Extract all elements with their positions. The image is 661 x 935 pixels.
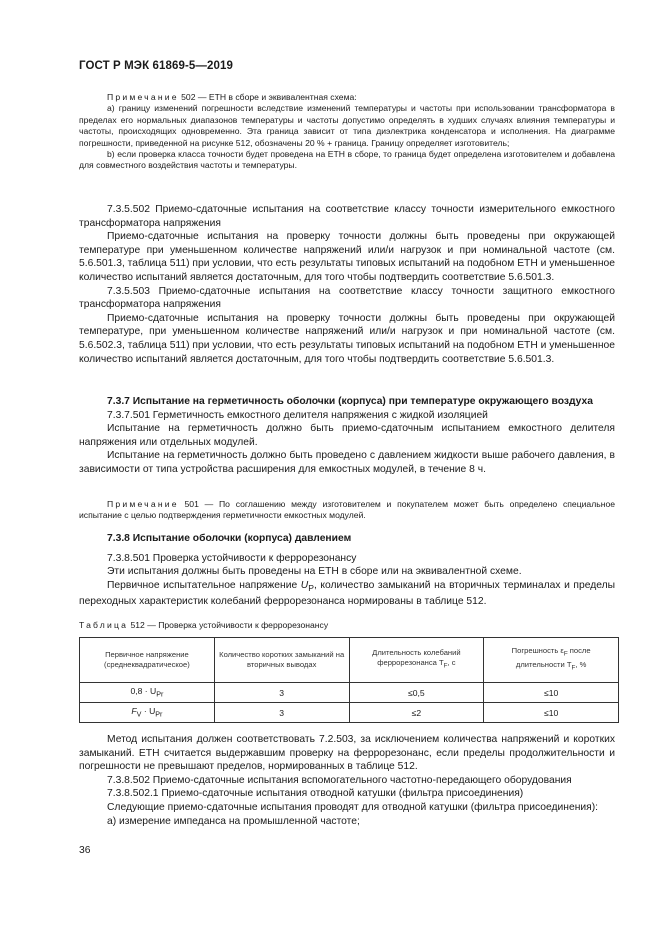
table-row <box>80 703 619 723</box>
note-label: Примечание <box>107 92 179 102</box>
ferroresonance-table <box>79 637 619 723</box>
table-header-cell: Количество коротких замыканий на вторичных выводах <box>214 638 349 683</box>
clause-7-3-8-502-1-title: 7.3.8.502.1 Приемо-сдаточные испытания отводной катушки (фильтра присоединения) <box>107 788 524 800</box>
table-row <box>80 683 619 703</box>
table-cell: ≤10 <box>484 683 619 703</box>
clause-7-3-8-501-p2: Первичное испытательное напряжение $U_P$, количество замыканий на вторичных терминалах и пределы переходных характеристик колебаний феррорезонанса нормированы в таблице 512. <box>79 579 616 608</box>
clause-7-3-8-501-title: 7.3.8.501 Проверка устойчивости к феррорезонансу <box>107 552 357 564</box>
list-item-a: a) измерение импеданса на промышленной частоте; <box>107 815 360 827</box>
page-number: 36 <box>79 845 91 856</box>
clause-7-3-5-503-title: 7.3.5.503 Приемо-сдаточные испытания на соответствие классу точности защитного емкостного трансформатора напряжения <box>79 285 615 311</box>
table-cell: ≤10 <box>484 703 619 723</box>
table-cell: ≤0,5 <box>349 683 484 703</box>
table-cell: 3 <box>214 703 349 723</box>
note-501 <box>79 499 615 522</box>
table-caption-label: Таблица <box>79 620 129 630</box>
table-caption <box>79 620 328 630</box>
section-7-3-8-heading: 7.3.8 Испытание оболочки (корпуса) давлением <box>107 533 352 544</box>
table-header-cell: Первичное напряжение (среднеквадратическое) <box>80 638 215 683</box>
section-7-3-7 <box>79 395 615 477</box>
clause-7-3-5-502-title: 7.3.5.502 Приемо-сдаточные испытания на соответствие классу точности измерительного емкостного трансформатора напряжения <box>79 204 615 229</box>
clause-7-3-8-501-p1: Эти испытания должны быть проведены на ЕТН в сборе или на эквивалентной схеме. <box>107 566 522 578</box>
note-item-b: b) если проверка класса точности будет проведена на ЕТН в сборе, то граница будет определена изготовителем и добавлена для совместного воздействия частоты и температуры. <box>79 149 615 171</box>
clause-7-3-7-501-p1: Испытание на герметичность должно быть приемо-сдаточным испытанием емкостного делителя напряжения или отдельных модулей. <box>79 423 615 448</box>
section-7-3-7-heading: 7.3.7 Испытание на герметичность оболочки (корпуса) при температуре окружающего воздуха <box>107 396 593 407</box>
note-text: 501 — По соглашению между изготовителем и покупателем может быть определено специальное испытание с целью подтверждения герметичности емкостных модулей. <box>79 499 615 521</box>
table-cell: $F_V \cdot U_{Pr}$ <box>80 703 215 723</box>
note-label: Примечание <box>107 499 179 509</box>
clause-7-3-5-503-text: Приемо-сдаточные испытания на проверку точности должны быть проведены при окружающей температуре, при уменьшенном количестве напряжений или/и нагрузок и при номинальной частоте (см. 5.6.502.3, таблица 511) при условии, что есть результаты типовых испытаний на подобном ЕТН и уменьшенное количество испытаний является достаточным, для того чтобы подтвердить соответствие 5.6.501.3. <box>79 312 615 365</box>
clause-7-3-8-502-title: 7.3.8.502 Приемо-сдаточные испытания вспомогательного частотно-передающего оборудования <box>107 774 572 786</box>
table-header-cell: Погрешность $\varepsilon_F$ после длительности $T_F$, % <box>484 638 619 683</box>
table-header-cell: Длительность колебаний феррорезонанса $T_F$, с <box>349 638 484 683</box>
section-7-3-5 <box>79 203 615 366</box>
document-header: ГОСТ Р МЭК 61869-5—2019 <box>79 60 233 72</box>
section-after-table <box>79 733 615 828</box>
section-7-3-8 <box>79 532 615 609</box>
note-item-a: a) границу изменений погрешности вследствие изменений температуры и частоты при использовании трансформатора в пределах его нормальных диапазонов температуры и частоты допустимо определять в худших случаях влияния температуры и частоты, происходящих одновременно. Эта граница зависит от типа диэлектрика конденсатора и исполнения. На диаграмме погрешности, приведенной на рисунке 512, обозначены 20 % + граница. Границу определяет изготовитель; <box>79 103 615 148</box>
table-header-row <box>80 638 619 683</box>
note-intro: 502 — ЕТН в сборе и эквивалентная схема: <box>181 92 357 102</box>
note-502 <box>79 92 615 172</box>
table-cell: 3 <box>214 683 349 703</box>
method-paragraph: Метод испытания должен соответствовать 7.2.503, за исключением количества напряжений и коротких замыканий. ЕТН считается выдержавшим проверку на феррорезонанс, если пределы продолжительности и погрешности не превышают пределов, нормированных в таблице 512. <box>79 734 615 773</box>
coil-tests-paragraph: Следующие приемо-сдаточные испытания проводят для отводной катушки (фильтра присоединения): <box>107 801 598 813</box>
table-caption-text: 512 — Проверка устойчивости к феррорезонансу <box>130 620 329 630</box>
clause-7-3-7-501-title: 7.3.7.501 Герметичность емкостного делителя напряжения с жидкой изоляцией <box>107 409 488 421</box>
clause-7-3-5-502-text: Приемо-сдаточные испытания на проверку точности должны быть проведены при окружающей температуре при уменьшенном количестве напряжений или/и нагрузок и при номинальной частоте (см. 5.6.501.3, таблица 511) при условии, что есть результаты типовых испытаний на подобном ЕТН и уменьшенное количество испытаний является достаточным, для того чтобы подтвердить соответствие 5.6.501.3. <box>79 231 615 283</box>
table-cell: $0,8 \cdot U_{Pr}$ <box>80 683 215 703</box>
table-cell: ≤2 <box>349 703 484 723</box>
clause-7-3-7-501-p2: Испытание на герметичность должно быть проведено с давлением жидкости выше рабочего давления, в зависимости от типа устройства расширения для емкостных модулей, в течение 8 ч. <box>79 450 615 475</box>
